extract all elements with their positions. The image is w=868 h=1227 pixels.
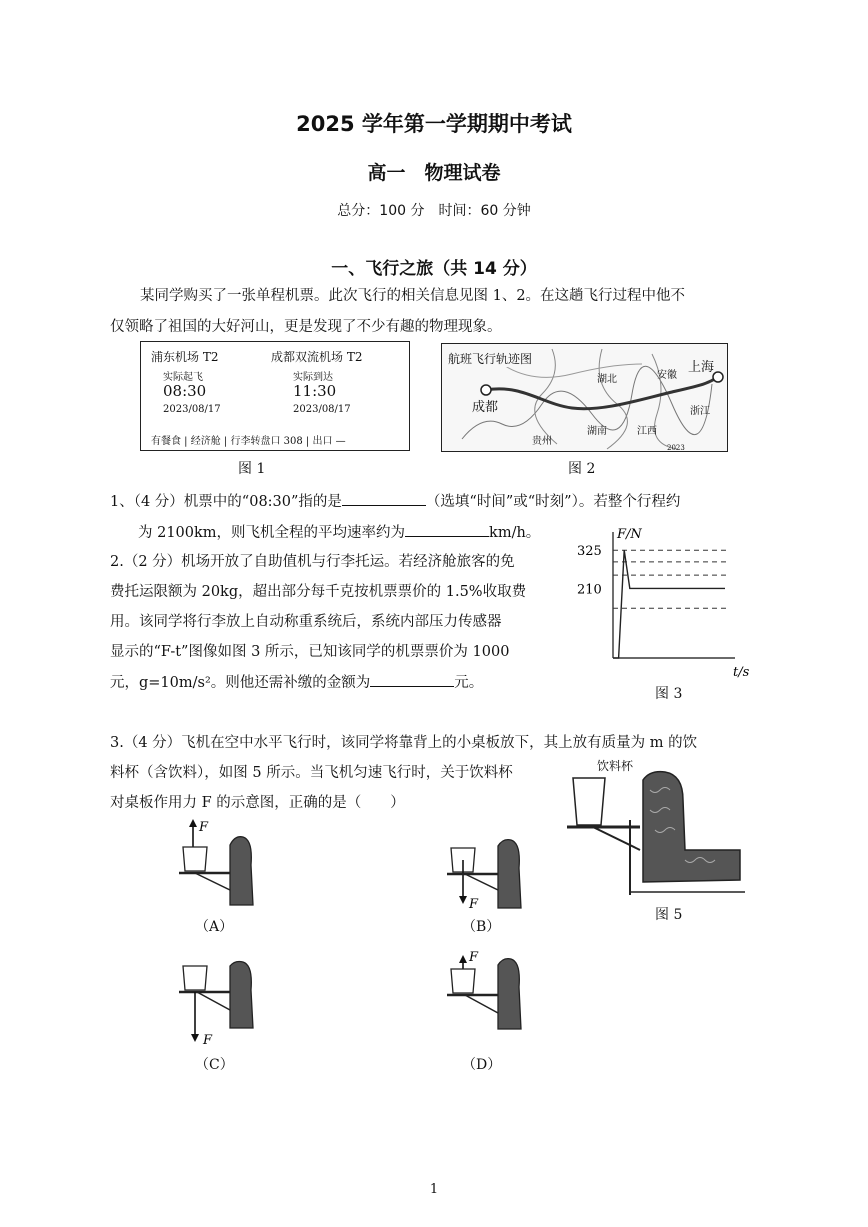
fig5-drawing <box>565 770 765 900</box>
force-label-c: F <box>203 1033 213 1048</box>
force-label-b: F <box>469 897 479 912</box>
ticket-to: 成都双流机场 T2 <box>271 350 363 364</box>
option-a-figure[interactable] <box>175 815 265 915</box>
q2-line-3: 用。该同学将行李放上自动称重系统后，系统内部压力传感器 <box>110 614 502 630</box>
intro-line-1: 某同学购买了一张单程机票。此次飞行的相关信息见图 1、2。在这趟飞行过程中他不 <box>140 288 686 304</box>
option-d-figure[interactable] <box>443 945 533 1045</box>
chengdu-marker <box>481 385 491 395</box>
depart-date: 2023/08/17 <box>163 404 221 415</box>
ft-chart <box>565 520 765 680</box>
q2-text-a: 元，g=10m/s²。则他还需补缴的金额为 <box>110 675 371 691</box>
option-b-label[interactable]: （B） <box>462 919 501 935</box>
force-label-a: F <box>199 820 209 835</box>
region-hunan: 湖南 <box>587 426 607 437</box>
q2-blank[interactable] <box>370 670 454 687</box>
fig5-caption: 图 5 <box>655 907 683 923</box>
intro-line-2: 仅领略了祖国的大好河山，更是发现了不少有趣的物理现象。 <box>110 319 502 335</box>
fig2-caption: 图 2 <box>568 461 596 477</box>
q1-text-d: km/h。 <box>489 525 541 541</box>
map-start: 成都 <box>472 400 499 415</box>
depart-time: 08:30 <box>163 382 207 400</box>
q2-text-b: 元。 <box>454 675 484 691</box>
region-jiangxi: 江西 <box>637 426 657 437</box>
fig1-caption: 图 1 <box>238 461 266 477</box>
option-c-label[interactable]: （C） <box>195 1057 234 1073</box>
seat-back <box>643 772 740 882</box>
force-arrow-up <box>189 819 197 827</box>
q1-line-1 <box>110 489 680 511</box>
q1-text-a: 1、（4 分）机票中的“08:30”指的是 <box>110 494 342 510</box>
shanghai-marker <box>713 372 723 382</box>
q2-line-5 <box>110 670 483 692</box>
option-c-figure[interactable] <box>175 960 265 1060</box>
fig3-caption: 图 3 <box>655 686 683 702</box>
q1-blank-2[interactable] <box>405 520 489 537</box>
option-d-label[interactable]: （D） <box>462 1057 502 1073</box>
flight-map-figure <box>441 343 728 452</box>
ticket-from: 浦东机场 T2 <box>151 350 219 364</box>
force-label-d: F <box>469 950 479 965</box>
q3-line-3: 对桌板作用力 F 的示意图，正确的是（ ） <box>110 795 405 811</box>
x-axis-label: t/s <box>733 665 750 680</box>
map-year: 2023 <box>667 444 685 452</box>
region-hubei: 湖北 <box>597 374 617 385</box>
arrive-time: 11:30 <box>293 382 337 400</box>
y-axis-label: F/N <box>617 527 642 542</box>
q1-text-c: 为 2100km，则飞机全程的平均速率约为 <box>138 525 406 541</box>
option-b-figure[interactable] <box>443 838 533 928</box>
force-arrow-up-d <box>459 955 467 963</box>
q2-line-1: 2.（2 分）机场开放了自助值机与行李托运。若经济舱旅客的免 <box>110 554 515 570</box>
region-anhui: 安徽 <box>657 370 677 381</box>
q2-line-4: 显示的“F-t”图像如图 3 所示，已知该同学的机票票价为 1000 <box>110 644 510 660</box>
q1-text-b: （选填“时间”或“时刻”）。若整个行程约 <box>425 494 681 510</box>
map-end: 上海 <box>688 360 715 375</box>
arrive-label: 实际到达 <box>293 372 333 383</box>
exam-title: 2025 学年第一学期期中考试 <box>296 112 572 136</box>
ticket-figure <box>140 341 410 451</box>
region-zhejiang: 浙江 <box>690 406 710 417</box>
q1-blank-1[interactable] <box>342 489 426 506</box>
section-heading: 一、飞行之旅（共 14 分） <box>331 259 537 279</box>
q2-line-2: 费托运限额为 20kg，超出部分每千克按机票票价的 1.5%收取费 <box>110 584 527 600</box>
ticket-footer: 有餐食 | 经济舱 | 行李转盘口 308 | 出口 — <box>151 436 346 447</box>
fig5-cup-label: 饮料杯 <box>597 759 634 773</box>
region-guizhou: 贵州 <box>532 436 552 447</box>
force-arrow-down <box>459 896 467 904</box>
y-tick-325: 325 <box>577 544 602 560</box>
page-number: 1 <box>429 1182 439 1197</box>
option-a-label[interactable]: （A） <box>195 919 234 935</box>
q3-line-2: 料杯（含饮料），如图 5 所示。当飞机匀速飞行时，关于饮料杯 <box>110 765 513 781</box>
q3-line-1: 3.（4 分）飞机在空中水平飞行时，该同学将靠背上的小桌板放下，其上放有质量为 m 的饮 <box>110 735 698 751</box>
y-tick-210: 210 <box>577 582 602 598</box>
depart-label: 实际起飞 <box>163 372 203 383</box>
exam-meta: 总分：100 分 时间：60 分钟 <box>337 203 531 219</box>
tray-arm <box>593 827 640 850</box>
force-curve <box>613 550 725 658</box>
arrive-date: 2023/08/17 <box>293 404 351 415</box>
exam-subtitle: 高一 物理试卷 <box>367 162 501 184</box>
map-title: 航班飞行轨迹图 <box>448 352 533 366</box>
q1-line-2 <box>138 520 540 542</box>
cup-shape <box>573 778 605 825</box>
force-arrow-down-c <box>191 1034 199 1042</box>
